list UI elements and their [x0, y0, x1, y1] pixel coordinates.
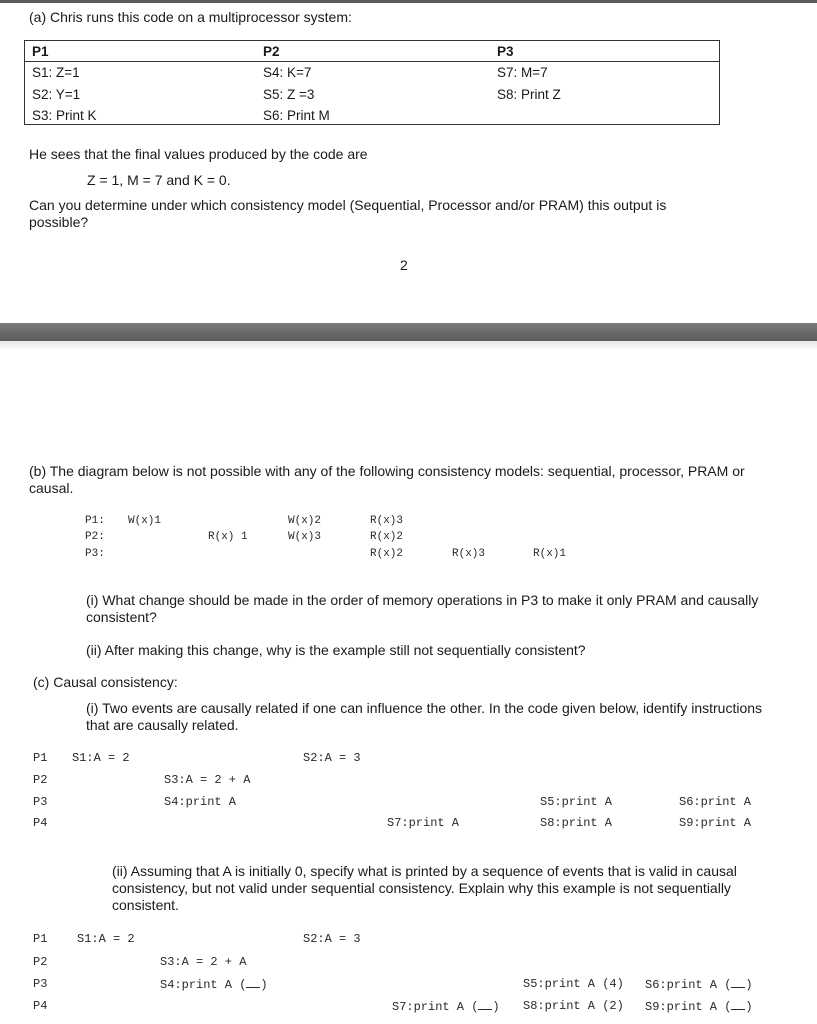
page-break-shadow	[0, 341, 817, 351]
final-values: Z = 1, M = 7 and K = 0.	[87, 172, 231, 188]
statement-s5: S5:print A	[540, 795, 613, 809]
statement-s4: S4:print A	[160, 978, 233, 992]
diagram-label-p2: P2:	[85, 531, 105, 543]
table-header-divider	[25, 61, 719, 62]
table-cell: S2: Y=1	[32, 87, 81, 102]
part-b-intro: (b) The diagram below is not possible with any of the following consistency models: sequential, processor, PRAM or causal.	[29, 463, 745, 496]
memory-op: R(x) 1	[208, 531, 248, 543]
part-c-question-i: (i) Two events are causally related if one can influence the other. In the code given below, identify instructions that are causally related.	[86, 700, 763, 733]
process-table	[24, 40, 720, 125]
answer-blank[interactable]: ( )	[471, 1000, 500, 1014]
answer-blank[interactable]: ( )	[724, 978, 753, 992]
part-c-question-ii: (ii) Assuming that A is initially 0, specify what is printed by a sequence of events that is valid in causal consistency, but not valid under sequential consistency. Explain why this example is not sequentially consistent.	[112, 863, 737, 913]
statement-s3: S3:A = 2 + A	[160, 955, 247, 969]
memory-op: R(x)1	[533, 548, 567, 560]
statement-s2: S2:A = 3	[303, 932, 361, 946]
table-cell: S1: Z=1	[32, 65, 80, 80]
table-cell: S8: Print Z	[497, 87, 561, 102]
part-c-title: (c) Causal consistency:	[33, 674, 178, 690]
table-cell: S7: M=7	[497, 65, 548, 80]
row-label-p3: P3	[33, 977, 48, 991]
row-label-p1: P1	[33, 932, 48, 946]
statement-s6-with-blank	[645, 977, 753, 992]
statement-s2: S2:A = 3	[303, 751, 361, 765]
row-label-p4: P4	[33, 816, 48, 830]
answer-blank[interactable]: ( )	[239, 978, 268, 992]
memory-op: R(x)3	[370, 515, 404, 527]
statement-s4-with-blank	[160, 977, 268, 992]
statement-s9-with-blank	[645, 999, 753, 1014]
table-header-p1: P1	[32, 44, 49, 59]
table-header-p2: P2	[263, 44, 280, 59]
statement-s4: S4:print A	[164, 795, 237, 809]
observation-text: He sees that the final values produced by the code are	[29, 146, 368, 162]
memory-op: W(x)3	[288, 531, 322, 543]
page-break	[0, 323, 817, 341]
memory-op: R(x)2	[370, 531, 404, 543]
answer-blank[interactable]: ( )	[724, 1000, 753, 1014]
statement-s8: S8:print A (2)	[523, 999, 624, 1013]
statement-s8: S8:print A	[540, 816, 613, 830]
part-b-question-i: (i) What change should be made in the order of memory operations in P3 to make it only PRAM and causally consistent?	[86, 592, 759, 625]
statement-s1: S1:A = 2	[72, 751, 130, 765]
row-label-p1: P1	[33, 751, 48, 765]
row-label-p3: P3	[33, 795, 48, 809]
statement-s6: S6:print A	[679, 795, 752, 809]
memory-op: W(x)1	[128, 515, 162, 527]
table-cell: S6: Print M	[263, 108, 330, 123]
page-top-edge	[0, 0, 817, 3]
statement-s7: S7:print A	[387, 816, 460, 830]
statement-s9: S9:print A	[645, 1000, 718, 1014]
table-cell: S4: K=7	[263, 65, 312, 80]
part-b-question-ii: (ii) After making this change, why is the example still not sequentially consistent?	[86, 642, 586, 658]
diagram-label-p1: P1:	[85, 515, 105, 527]
table-cell: S3: Print K	[32, 108, 97, 123]
statement-s7-with-blank	[392, 999, 500, 1014]
statement-s9: S9:print A	[679, 816, 752, 830]
row-label-p2: P2	[33, 773, 48, 787]
row-label-p2: P2	[33, 955, 48, 969]
memory-op: R(x)3	[452, 548, 486, 560]
row-label-p4: P4	[33, 999, 48, 1013]
memory-op: R(x)2	[370, 548, 404, 560]
statement-s5: S5:print A (4)	[523, 977, 624, 991]
statement-s1: S1:A = 2	[77, 932, 135, 946]
statement-s6: S6:print A	[645, 978, 718, 992]
table-header-p3: P3	[497, 44, 514, 59]
memory-op: W(x)2	[288, 515, 322, 527]
part-a-intro: (a) Chris runs this code on a multiprocessor system:	[29, 9, 352, 25]
statement-s7: S7:print A	[392, 1000, 465, 1014]
page-number: 2	[400, 257, 408, 273]
table-cell: S5: Z =3	[263, 87, 315, 102]
diagram-label-p3: P3:	[85, 548, 105, 560]
part-a-question: Can you determine under which consistency model (Sequential, Processor and/or PRAM) this output is possible?	[29, 197, 667, 230]
statement-s3: S3:A = 2 + A	[164, 773, 251, 787]
